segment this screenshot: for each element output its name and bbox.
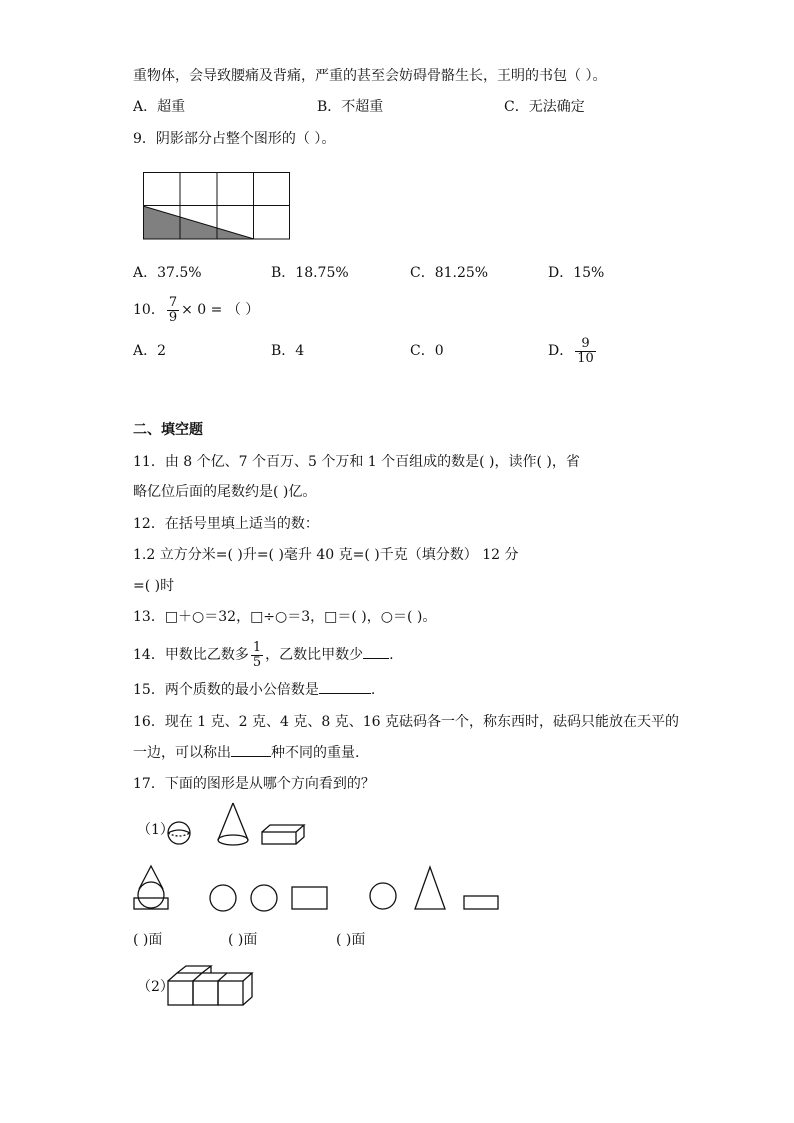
- q10-option-b[interactable]: B．4: [271, 343, 305, 359]
- q11-line1: 11．由 8 个亿、7 个百万、5 个万和 1 个百组成的数是( )，读作( )，省: [133, 454, 580, 470]
- flat-rectangle-view-icon: [464, 896, 498, 909]
- q15-text: 15．两个质数的最小公倍数是 .: [133, 682, 376, 698]
- rectangle-view-icon: [292, 887, 327, 909]
- section-title-fill-in: 二、填空题: [133, 422, 203, 438]
- q10-fraction: $\frac{7}{9}$: [168, 294, 178, 325]
- q11-line2: 略亿位后面的尾数约是( )亿。: [133, 484, 317, 500]
- q8-text: 重物体，会导致腰痛及背痛，严重的甚至会妨碍骨骼生长，王明的书包（ ）。: [133, 68, 607, 84]
- q10-option-d[interactable]: D． $\frac{9}{10}$: [548, 335, 594, 366]
- q16-line1: 16．现在 1 克、2 克、4 克、8 克、16 克砝码各一个，称东西时，砝码只能放在天平的: [133, 714, 679, 730]
- q17-solids-figure: [166, 800, 311, 852]
- q13-text: 13．□＋○＝32，□÷○＝3，□＝( )，○＝( )。: [133, 609, 437, 625]
- q8-option-c[interactable]: C．无法确定: [504, 99, 585, 115]
- cone-icon: [218, 803, 248, 845]
- q10-option-c[interactable]: C．0: [410, 343, 444, 359]
- q12-line1: 1.2 立方分米=( )升=( )毫升 40 克=( )千克（填分数） 12 分: [133, 547, 519, 563]
- q17-cubes-figure: [166, 964, 252, 1008]
- q9-shaded-grid-figure: [143, 172, 291, 240]
- q10-option-d-fraction: $\frac{9}{10}$: [577, 335, 594, 366]
- q10-expression: × 0 = （ ）: [181, 302, 260, 318]
- circle-view-icon: [210, 885, 236, 911]
- q9-option-b[interactable]: B．18.75%: [271, 265, 349, 281]
- q14-answer-blank[interactable]: [363, 658, 389, 659]
- circle-view-icon-3: [370, 883, 396, 909]
- q17-part1-label: （1）: [137, 822, 174, 838]
- q14-fraction: $\frac{1}{5}$: [252, 639, 262, 670]
- cube-stack-icon: [168, 966, 252, 1005]
- triangle-view-icon: [415, 867, 445, 909]
- q9-option-a[interactable]: A．37.5%: [133, 265, 202, 281]
- q17-views-figure: [130, 862, 510, 914]
- q10-stem: [133, 293, 259, 327]
- cuboid-icon: [262, 825, 304, 844]
- q10-option-a[interactable]: A．2: [133, 343, 167, 359]
- q10-number: 10．: [133, 302, 165, 318]
- q12-stem: 12．在括号里填上适当的数：: [133, 516, 319, 532]
- q16-line2: 一边，可以称出 种不同的重量.: [133, 745, 360, 761]
- q14-text: 14．甲数比乙数多 $\frac{1}{5}$ ，乙数比甲数少 .: [133, 639, 394, 670]
- q15-answer-blank[interactable]: [319, 693, 371, 694]
- q9-option-d[interactable]: D．15%: [548, 265, 605, 281]
- q9-option-c[interactable]: C．81.25%: [410, 265, 489, 281]
- combined-view-icon: [134, 866, 168, 909]
- q17-part2-label: （2）: [137, 979, 174, 995]
- q8-option-a[interactable]: A．超重: [133, 99, 186, 115]
- sphere-icon: [168, 822, 190, 844]
- q9-stem: 9．阴影部分占整个图形的（ ）。: [133, 131, 336, 147]
- q8-option-b[interactable]: B．不超重: [317, 99, 384, 115]
- q17-answer-3[interactable]: ( )面: [336, 932, 366, 948]
- q12-line2: =( )时: [133, 578, 175, 594]
- q17-answer-1[interactable]: ( )面: [133, 932, 163, 948]
- q16-answer-blank[interactable]: [231, 756, 271, 757]
- q17-answer-2[interactable]: ( )面: [228, 932, 258, 948]
- q17-stem: 17．下面的图形是从哪个方向看到的？: [133, 776, 375, 792]
- circle-view-icon-2: [251, 885, 277, 911]
